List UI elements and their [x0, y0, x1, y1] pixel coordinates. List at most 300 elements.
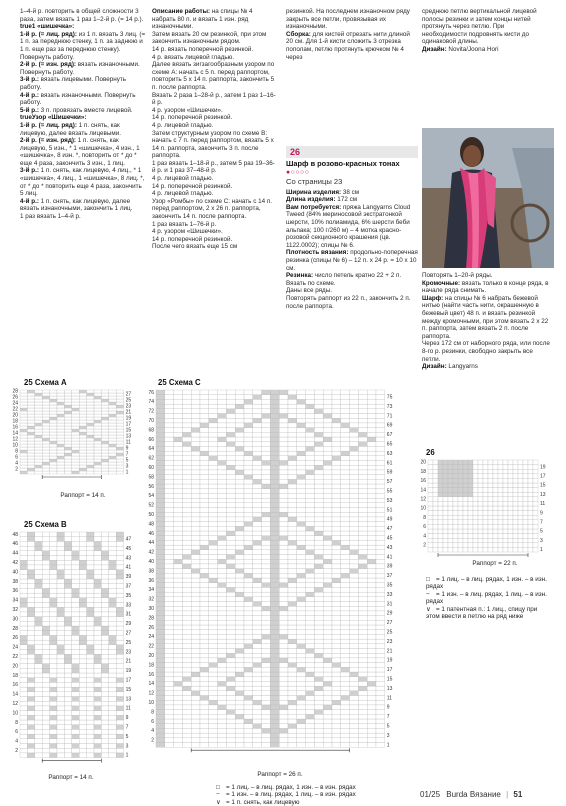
chart-cell — [297, 602, 306, 607]
legend25-text: = 1 п. снять, как лицевую — [226, 798, 300, 806]
chart-cell — [94, 617, 101, 622]
chart-cell — [182, 442, 191, 447]
row-number: 32 — [12, 606, 18, 613]
chart-cell — [262, 465, 271, 470]
chart-cell — [94, 739, 101, 744]
chart-cell — [72, 393, 79, 396]
chart-cell — [350, 677, 359, 682]
chart-cell — [493, 520, 498, 525]
chart-cell — [323, 649, 332, 654]
chart-cell — [27, 570, 34, 575]
chart-cell — [94, 560, 101, 565]
chart-cell — [101, 697, 108, 702]
chart-cell — [341, 578, 350, 583]
chart-cell — [332, 432, 341, 437]
chart-cell — [218, 508, 227, 513]
chart-cell — [314, 540, 323, 545]
chart-cell — [27, 715, 34, 720]
chart-cell — [262, 451, 271, 456]
chart-cell — [433, 492, 438, 497]
chart-cell — [101, 659, 108, 664]
chart-cell — [20, 748, 27, 753]
chart-cell — [297, 700, 306, 705]
chart-cell — [209, 738, 218, 743]
chart-cell — [182, 587, 191, 592]
chart-cell — [50, 612, 57, 617]
chart-cell — [503, 506, 508, 511]
chart-cell — [350, 700, 359, 705]
chart-cell — [87, 546, 94, 551]
chart-cell — [174, 550, 183, 555]
chart-cell — [443, 538, 448, 543]
chart-cell — [498, 488, 503, 493]
chart-cell — [35, 447, 42, 450]
chart-cell — [358, 616, 367, 621]
text-column-2 — [152, 8, 276, 251]
chart-cell — [79, 673, 86, 678]
chart-cell — [35, 429, 42, 432]
chart-cell — [87, 640, 94, 645]
chart-cell — [314, 432, 323, 437]
chart-cell — [182, 667, 191, 672]
chart-cell — [57, 687, 64, 692]
chart-cell — [218, 456, 227, 461]
chart-cell — [101, 560, 108, 565]
chart-cell — [323, 404, 332, 409]
col2-paragraph — [152, 92, 276, 107]
chart-cell — [448, 478, 453, 483]
chart-cell — [79, 593, 86, 598]
chart-cell — [116, 678, 123, 683]
chart-cell — [518, 460, 523, 465]
chart-cell — [165, 503, 174, 508]
chart-cell — [288, 569, 297, 574]
chart-cell — [101, 453, 108, 456]
chart-cell — [253, 728, 262, 733]
chart-cell — [350, 484, 359, 489]
row-number: 22 — [148, 643, 154, 650]
col1-bold-label: 1-й р. (= лиц. ряд): — [20, 121, 77, 129]
chart-cell — [288, 409, 297, 414]
row-number: 21 — [386, 648, 393, 655]
chart-cell — [116, 729, 123, 734]
chart-cell — [72, 729, 79, 734]
chart-cell — [72, 715, 79, 720]
row-number: 41 — [386, 554, 393, 561]
chart-cell — [35, 612, 42, 617]
chart-cell — [174, 658, 183, 663]
chart-cell — [156, 634, 165, 639]
chart-cell — [358, 620, 367, 625]
chart-cell — [244, 667, 253, 672]
chart-cell — [350, 503, 359, 508]
chart-cell — [218, 696, 227, 701]
row-number: 47 — [386, 526, 393, 533]
chart-cell — [191, 423, 200, 428]
chart-cell — [116, 411, 123, 414]
chart-cell — [358, 550, 367, 555]
chart-cell — [174, 470, 183, 475]
chart-cell — [200, 446, 209, 451]
chart-cell — [306, 639, 315, 644]
chart-cell — [94, 411, 101, 414]
chart-cell — [270, 658, 279, 663]
chart-cell — [72, 673, 79, 678]
chart-cell — [463, 529, 468, 534]
chart-cell — [57, 399, 64, 402]
chart-cell — [87, 444, 94, 447]
chart-cell — [109, 465, 116, 468]
chart-cell — [27, 720, 34, 725]
row-number: 43 — [125, 555, 132, 562]
chart-cell — [156, 498, 165, 503]
chart-cell — [218, 743, 227, 748]
chart-cell — [191, 705, 200, 710]
chart-cell — [72, 744, 79, 749]
chart-cell — [200, 414, 209, 419]
chart-cell — [109, 423, 116, 426]
chart-cell — [262, 461, 271, 466]
chart-cell — [288, 573, 297, 578]
chart-cell — [297, 446, 306, 451]
chart-cell — [473, 524, 478, 529]
chart-cell — [79, 635, 86, 640]
chart-cell — [94, 715, 101, 720]
chart-cell — [314, 508, 323, 513]
chart-cell — [109, 420, 116, 423]
chart-cell — [341, 540, 350, 545]
chart-cell — [50, 441, 57, 444]
chart-cell — [165, 583, 174, 588]
chart-cell — [458, 511, 463, 516]
chart-cell — [116, 429, 123, 432]
chart-cell — [463, 515, 468, 520]
chart-cell — [226, 489, 235, 494]
chart-cell — [35, 574, 42, 579]
chart-cell — [101, 459, 108, 462]
chart-cell — [448, 483, 453, 488]
chart-cell — [288, 442, 297, 447]
chart-cell — [101, 626, 108, 631]
chart-cell — [332, 498, 341, 503]
chart-cell — [341, 602, 350, 607]
chart-cell — [94, 459, 101, 462]
chart-cell — [20, 668, 27, 673]
chart-cell — [288, 456, 297, 461]
spec-bold-label: Ширина изделия: — [286, 188, 342, 196]
chart-cell — [341, 569, 350, 574]
legend26-text: = 1 изн. – в лиц. рядах, 1 лиц. – в изн. рядах — [426, 590, 547, 606]
chart-cell — [244, 522, 253, 527]
chart-cell — [109, 612, 116, 617]
chart-cell — [218, 559, 227, 564]
chart-cell — [523, 534, 528, 539]
chart-cell — [27, 673, 34, 678]
chart-cell — [209, 550, 218, 555]
chart-cell — [270, 573, 279, 578]
chart-cell — [182, 620, 191, 625]
chart-cell — [182, 653, 191, 658]
chart-cell — [101, 645, 108, 650]
chart-cell — [341, 611, 350, 616]
chart-cell — [116, 654, 123, 659]
chart-cell — [200, 644, 209, 649]
chart-cell — [116, 706, 123, 711]
chart-cell — [218, 479, 227, 484]
chart-cell — [35, 537, 42, 542]
chart-cell — [27, 739, 34, 744]
col1-paragraph — [20, 76, 146, 91]
chart-cell — [156, 404, 165, 409]
chart-cell — [518, 520, 523, 525]
chart-cell — [64, 584, 71, 589]
chart-cell — [503, 460, 508, 465]
chart-cell — [332, 672, 341, 677]
chart-cell — [72, 399, 79, 402]
chart-cell — [165, 738, 174, 743]
chart-cell — [376, 404, 385, 409]
chart-cell — [235, 428, 244, 433]
chart-cell — [94, 426, 101, 429]
chart-cell — [27, 450, 34, 453]
chart-cell — [35, 565, 42, 570]
chart-cell — [323, 583, 332, 588]
chart-cell — [209, 512, 218, 517]
chart-cell — [42, 701, 49, 706]
row-number: 19 — [540, 464, 546, 471]
chart-cell — [323, 475, 332, 480]
chart-cell — [94, 729, 101, 734]
chart-cell — [165, 696, 174, 701]
chart-cell — [468, 515, 473, 520]
chart-cell — [244, 512, 253, 517]
chart-cell — [448, 529, 453, 534]
right-paragraph — [422, 280, 550, 295]
chart-cell — [57, 626, 64, 631]
chart-cell — [350, 456, 359, 461]
chart-cell — [244, 451, 253, 456]
chart-cell — [182, 479, 191, 484]
chart-cell — [116, 465, 123, 468]
chart-cell — [191, 470, 200, 475]
chart-cell — [306, 451, 315, 456]
chart-cell — [341, 536, 350, 541]
chart-cell — [367, 583, 376, 588]
chart-cell — [306, 667, 315, 672]
chart-cell — [35, 414, 42, 417]
chart-cell — [367, 639, 376, 644]
col2-paragraph — [152, 130, 276, 160]
chart-cell — [288, 550, 297, 555]
chart-cell — [270, 451, 279, 456]
chart-cell — [191, 606, 200, 611]
chart-cell — [262, 545, 271, 550]
chart-cell — [376, 724, 385, 729]
chart-cell — [270, 479, 279, 484]
chart-cell — [20, 706, 27, 711]
chart-cell — [341, 446, 350, 451]
col2-text: После чего вязать еще 15 см — [152, 243, 238, 251]
chart-cell — [182, 578, 191, 583]
chart-cell — [174, 484, 183, 489]
col1-bold-label: 3-й р.: — [20, 76, 39, 84]
chart-cell — [101, 715, 108, 720]
row-number: 16 — [420, 478, 426, 485]
chart-cell — [87, 423, 94, 426]
chart-cell — [200, 583, 209, 588]
legend26-row — [426, 591, 552, 606]
chart-cell — [191, 559, 200, 564]
chart-cell — [270, 696, 279, 701]
row-number: 3 — [386, 732, 390, 739]
chart-cell — [226, 597, 235, 602]
chart-cell — [244, 470, 253, 475]
chart-cell — [165, 691, 174, 696]
chart-cell — [101, 408, 108, 411]
chart-cell — [253, 681, 262, 686]
chart-cell — [279, 738, 288, 743]
chart-cell — [72, 441, 79, 444]
col1-paragraph — [20, 8, 146, 23]
chart-cell — [253, 686, 262, 691]
chart-cell — [270, 446, 279, 451]
chart-cell — [306, 738, 315, 743]
chart-cell — [218, 550, 227, 555]
chart-cell — [35, 541, 42, 546]
chart-cell — [306, 512, 315, 517]
row-number: 15 — [125, 686, 132, 693]
chart-cell — [288, 475, 297, 480]
chart-cell — [79, 414, 86, 417]
chart-cell — [101, 402, 108, 405]
chart-cell — [270, 602, 279, 607]
chart-cell — [458, 529, 463, 534]
chart-cell — [523, 511, 528, 516]
chart-cell — [42, 541, 49, 546]
chart-cell — [94, 453, 101, 456]
chart-cell — [358, 573, 367, 578]
chart-cell — [376, 653, 385, 658]
chart-cell — [314, 484, 323, 489]
chart-cell — [235, 531, 244, 536]
chart-cell — [297, 686, 306, 691]
chart-cell — [79, 617, 86, 622]
chart-cell — [528, 547, 533, 552]
chart-cell — [57, 753, 64, 758]
chart-cell — [218, 446, 227, 451]
chart-cell — [109, 453, 116, 456]
chart-cell — [50, 417, 57, 420]
chart-cell — [182, 719, 191, 724]
chart-cell — [306, 705, 315, 710]
chart-cell — [350, 555, 359, 560]
chart-cell — [64, 621, 71, 626]
chart-cell — [235, 540, 244, 545]
chart-cell — [35, 617, 42, 622]
chart-cell — [20, 631, 27, 636]
chart-cell — [156, 743, 165, 748]
chart-cell — [35, 668, 42, 673]
chart-cell — [226, 696, 235, 701]
chart-cell — [116, 748, 123, 753]
chart-cell — [314, 390, 323, 395]
chart-cell — [109, 678, 116, 683]
chart-cell — [87, 603, 94, 608]
chart-cell — [87, 459, 94, 462]
chart-cell — [42, 739, 49, 744]
chart-cell — [358, 639, 367, 644]
chart-cell — [270, 681, 279, 686]
chart-cell — [218, 418, 227, 423]
chart-cell — [200, 489, 209, 494]
chart-cell — [101, 411, 108, 414]
chart-cell — [253, 634, 262, 639]
chart-cell — [20, 588, 27, 593]
chart-cell — [376, 667, 385, 672]
chart-cell — [57, 692, 64, 697]
row-number: 73 — [386, 403, 393, 410]
chart-cell — [350, 644, 359, 649]
chart-cell — [367, 587, 376, 592]
col1-paragraph — [20, 213, 146, 221]
chart-cell — [165, 597, 174, 602]
chart-cell — [87, 664, 94, 669]
chart-cell — [20, 408, 27, 411]
chart-cell — [306, 531, 315, 536]
chart-cell — [50, 607, 57, 612]
chart-cell — [518, 524, 523, 529]
chart-cell — [226, 710, 235, 715]
chart-cell — [458, 478, 463, 483]
col1-text: 1 п. снять, как лицевую, далее вязать изнаночными, закончить 1 лиц. — [20, 197, 133, 213]
chart-cell — [478, 511, 483, 516]
chart-cell — [498, 469, 503, 474]
chart-cell — [218, 390, 227, 395]
chart-cell — [200, 409, 209, 414]
chart-cell — [72, 444, 79, 447]
chart-cell — [27, 441, 34, 444]
chart-cell — [483, 506, 488, 511]
chart-cell — [458, 538, 463, 543]
chart-cell — [35, 468, 42, 471]
chart-cell — [279, 700, 288, 705]
chart-cell — [57, 659, 64, 664]
chart-cell — [156, 503, 165, 508]
chart-cell — [191, 672, 200, 677]
chart-cell — [191, 700, 200, 705]
chart-cell — [42, 621, 49, 626]
chart-cell — [50, 744, 57, 749]
chart-cell — [358, 545, 367, 550]
chart-cell — [350, 597, 359, 602]
chart-cell — [57, 584, 64, 589]
chart-cell — [297, 630, 306, 635]
chart-cell — [323, 461, 332, 466]
chart-cell — [341, 512, 350, 517]
col2-bold-label: Описание работы: — [152, 8, 211, 15]
chart-cell — [288, 423, 297, 428]
chart-cell — [72, 692, 79, 697]
chart-cell — [35, 753, 42, 758]
chart-cell — [235, 658, 244, 663]
chart-cell — [332, 536, 341, 541]
row-number: 43 — [386, 544, 393, 551]
footer-issue: 01/25 — [420, 790, 441, 799]
chart-cell — [94, 532, 101, 537]
chart-cell — [288, 663, 297, 668]
chart-cell — [288, 461, 297, 466]
chart-cell — [288, 578, 297, 583]
